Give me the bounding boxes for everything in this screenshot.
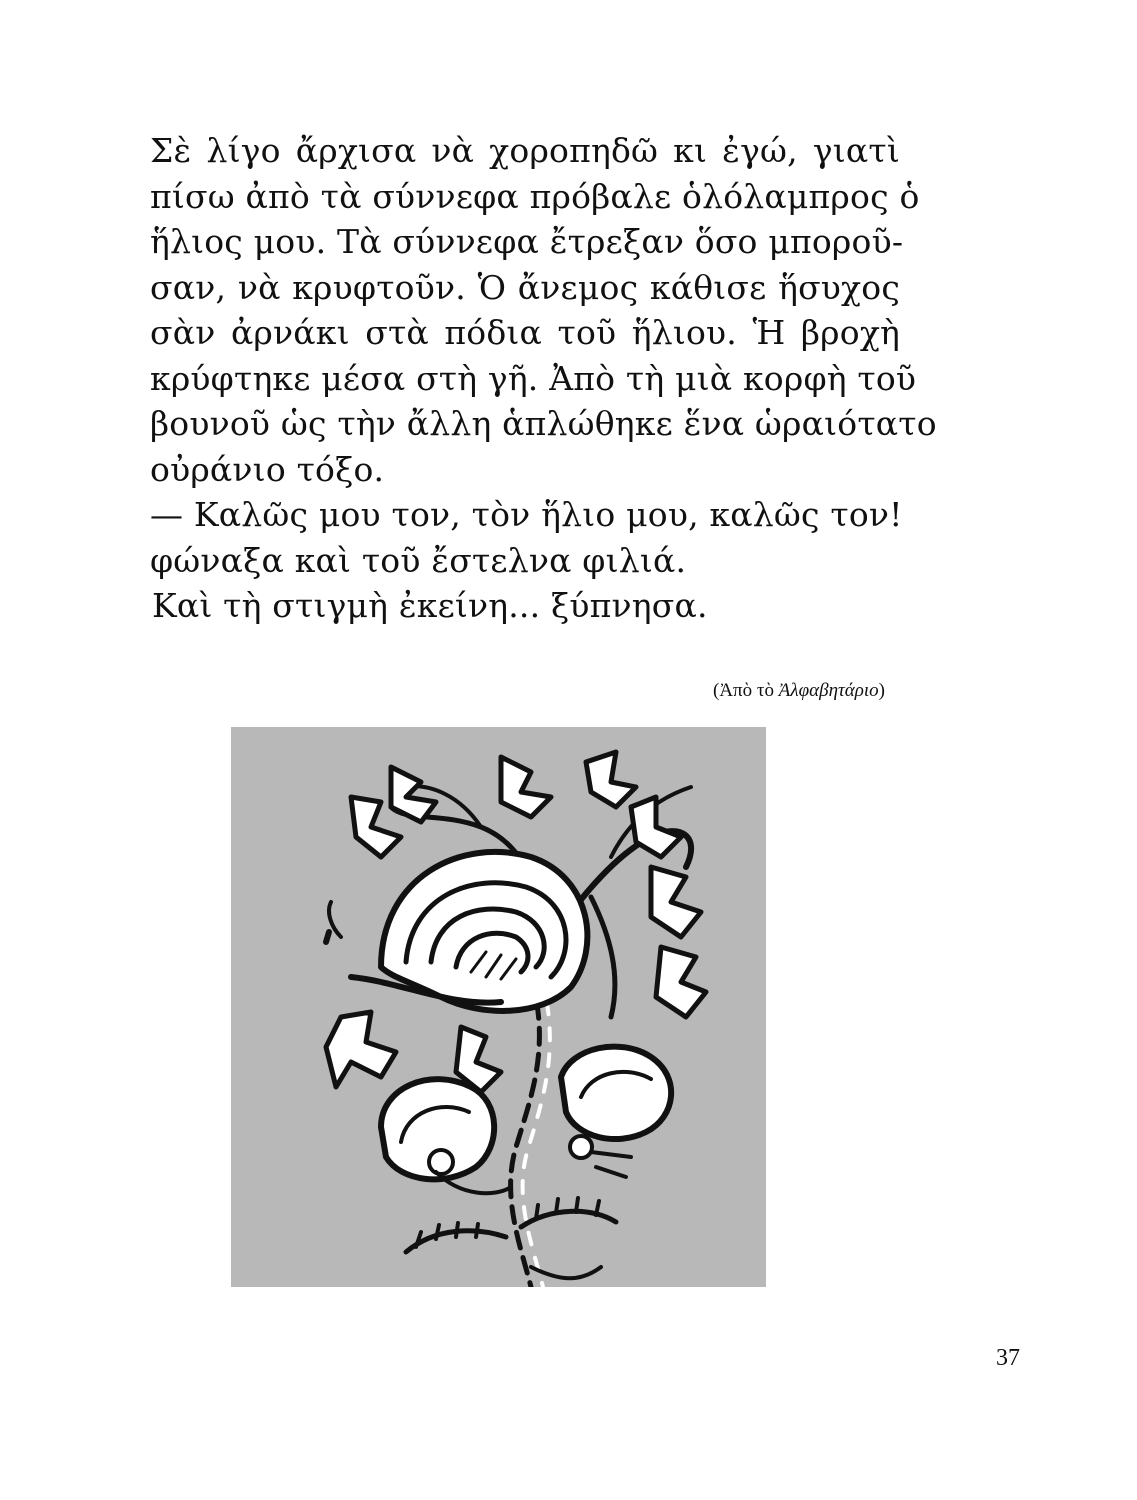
- story-text: [150, 128, 937, 629]
- text-line: φώναξα καὶ τοῦ ἔστελνα φιλιά.: [150, 540, 687, 580]
- text-line: βουνοῦ ὡς τὴν ἄλλη ἁπλώθηκε ἕνα ὡραιότατο: [150, 404, 937, 443]
- source-open: (Ἀπὸ τὸ: [713, 680, 779, 701]
- floral-illustration: [231, 727, 766, 1287]
- text-line: οὐράνιο τόξο.: [150, 449, 385, 489]
- source-title: Ἀλφαβητάριο: [778, 680, 879, 701]
- text-line: κρύφτηκε μέσα στὴ γῆ. Ἀπὸ τὴ μιὰ κορφὴ τοῦ: [150, 358, 917, 398]
- text-line: σαν, νὰ κρυφτοῦν. Ὁ ἄνεμος κάθισε ἥσυχος: [150, 267, 900, 307]
- source-close: ): [878, 680, 885, 701]
- page-number: 37: [996, 1345, 1020, 1371]
- text-line: Σὲ λίγο ἄρχισα νὰ χοροπηδῶ κι ἐγώ, γιατὶ: [150, 131, 900, 170]
- flower-ornament-icon: [231, 727, 766, 1287]
- dialogue-line: — Καλῶς μου τον, τὸν ἥλιο μου, καλῶς τον!: [150, 495, 903, 534]
- text-line: ἥλιος μου. Τὰ σύννεφα ἔτρεξαν ὅσο μποροῦ-: [150, 222, 904, 261]
- text-line: σὰν ἀρνάκι στὰ πόδια τοῦ ἥλιου. Ἡ βροχὴ: [150, 313, 900, 352]
- text-line: πίσω ἀπὸ τὰ σύννεφα πρόβαλε ὁλόλαμπρος ὁ: [150, 176, 920, 216]
- closing-line: Καὶ τὴ στιγμὴ ἐκείνη... ξύπνησα.: [152, 586, 708, 625]
- source-citation: [713, 680, 885, 702]
